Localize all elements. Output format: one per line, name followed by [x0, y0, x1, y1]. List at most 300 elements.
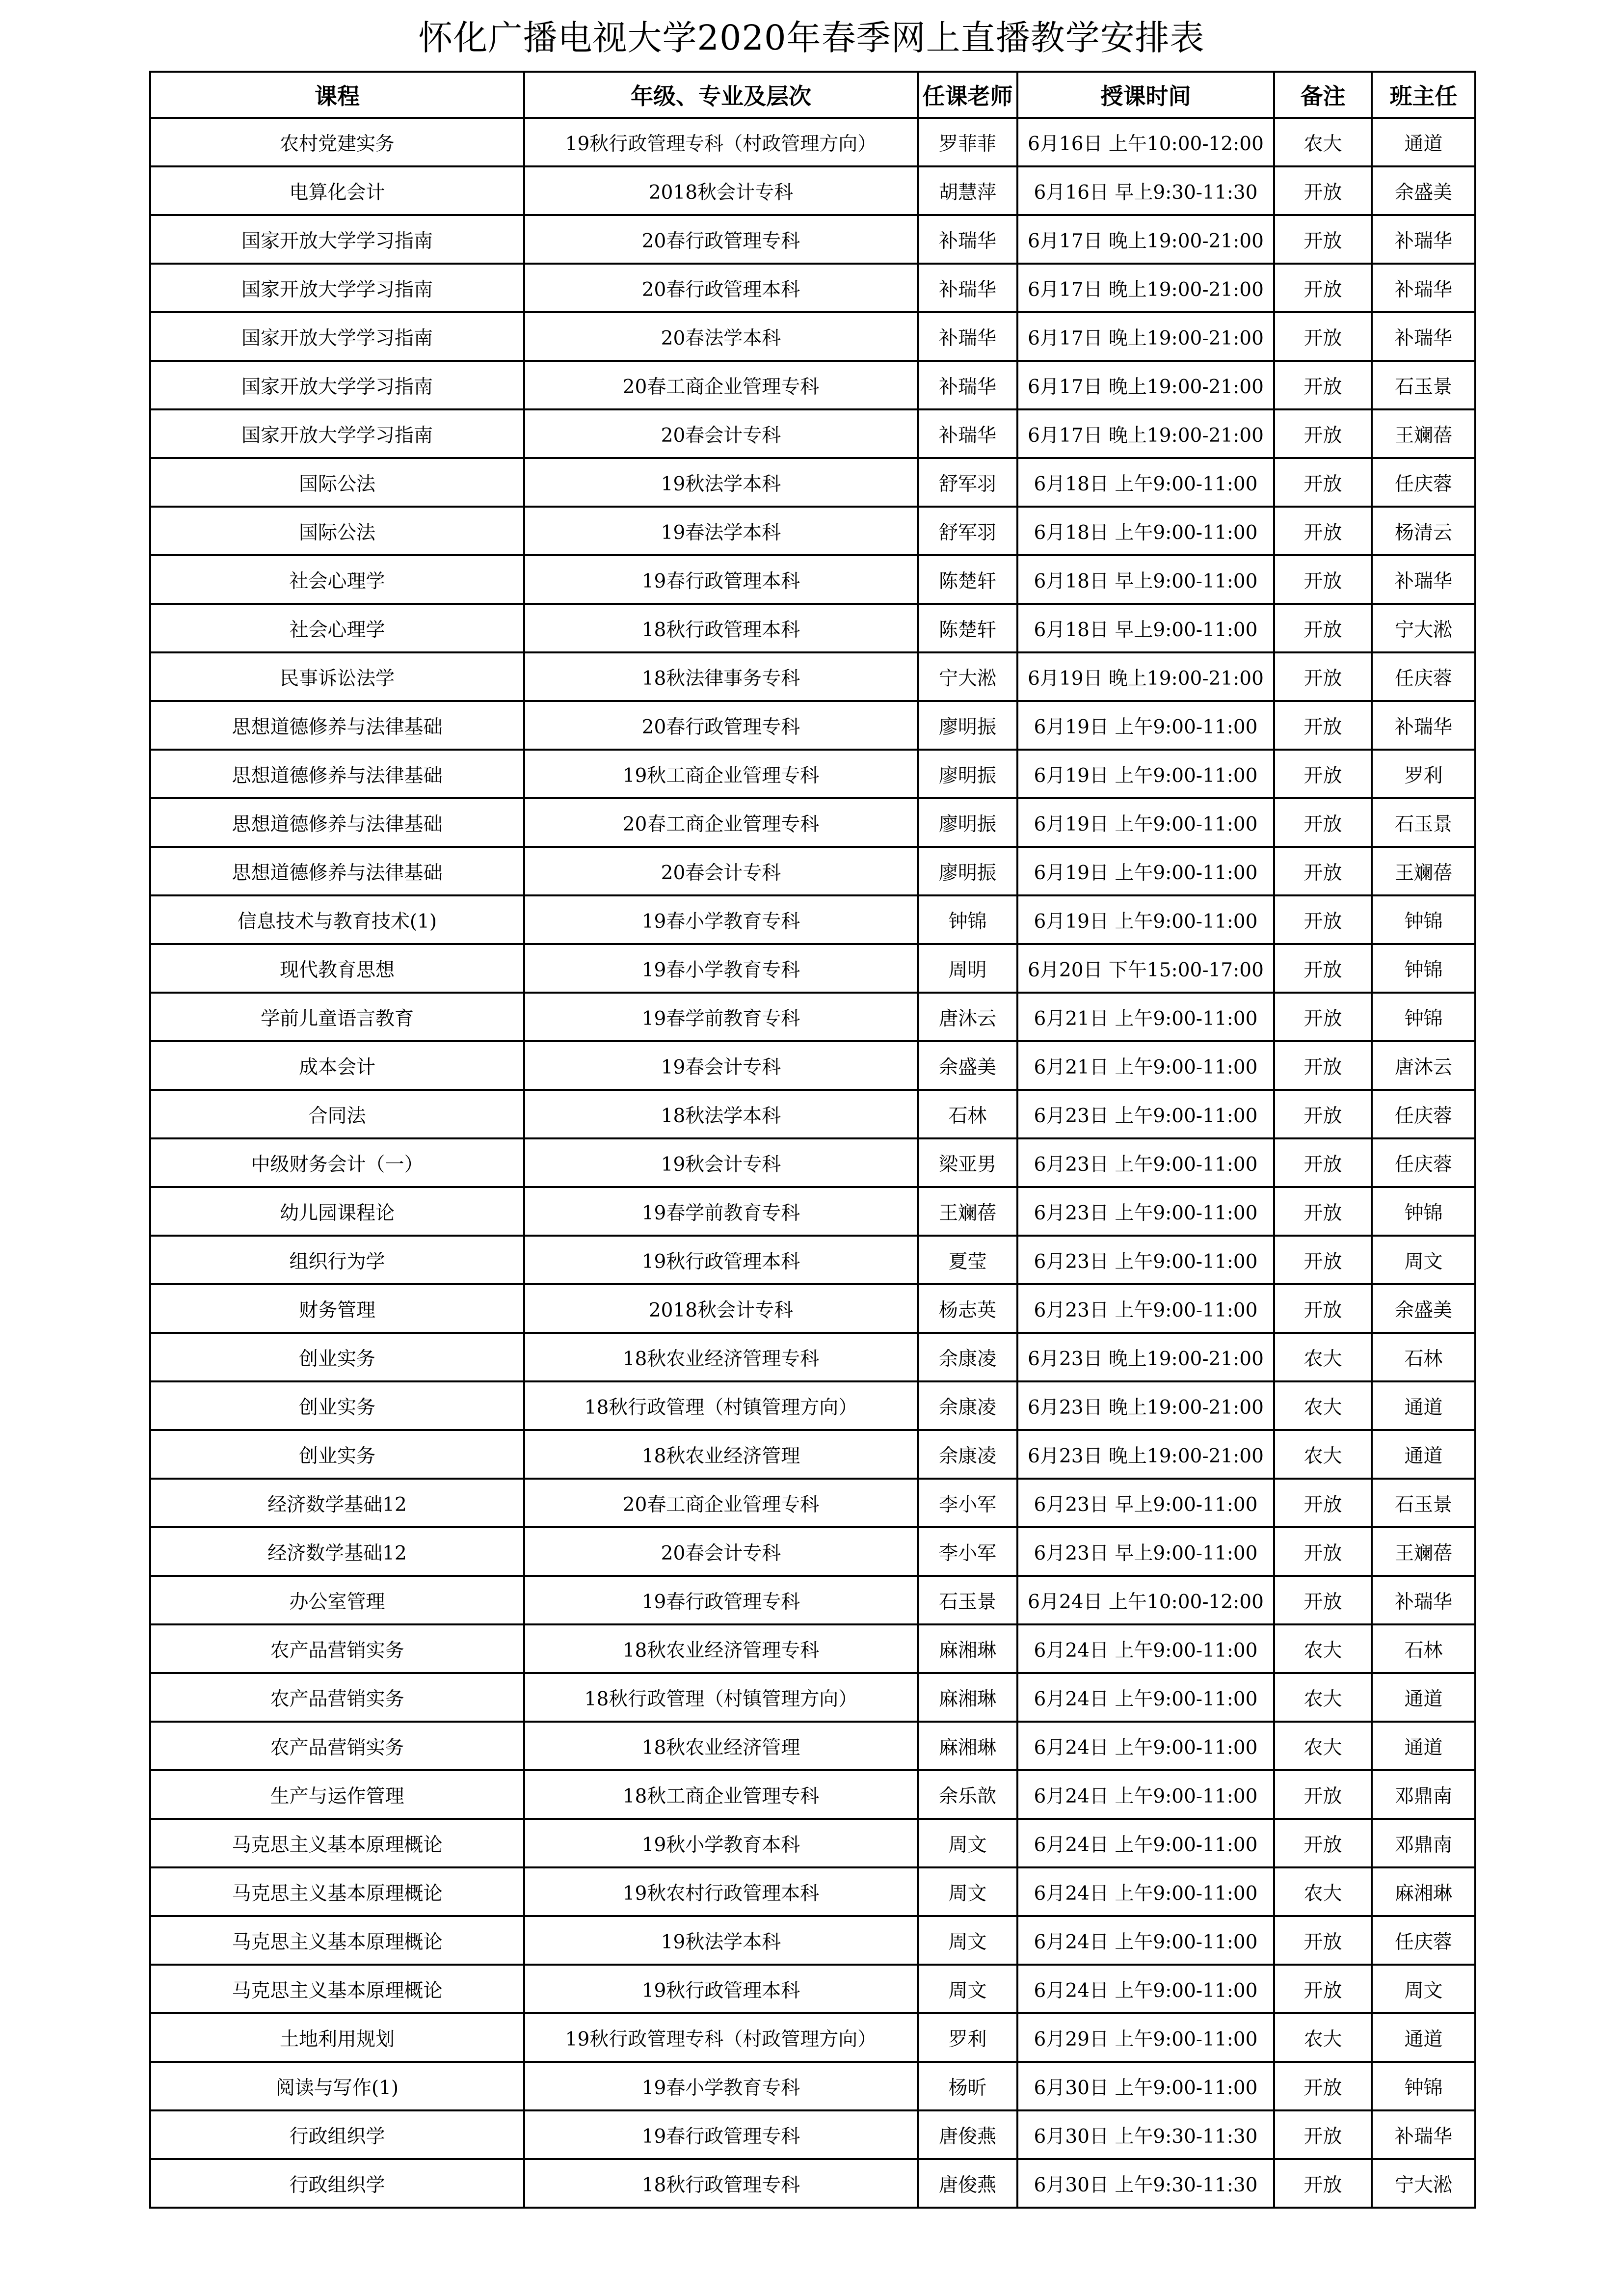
- cell-teacher: 杨昕: [918, 2062, 1017, 2110]
- cell-grade-major-level: 18秋行政管理（村镇管理方向）: [524, 1673, 918, 1722]
- header-course: 课程: [150, 72, 524, 118]
- cell-time: 6月19日 上午9:00-11:00: [1017, 701, 1274, 750]
- cell-class-teacher: 邓鼎南: [1372, 1819, 1475, 1867]
- cell-grade-major-level: 20春行政管理本科: [524, 264, 918, 312]
- table-row: [150, 798, 1475, 847]
- cell-class-teacher: 周文: [1372, 1236, 1475, 1284]
- cell-teacher: 补瑞华: [918, 361, 1017, 409]
- cell-teacher: 石林: [918, 1090, 1017, 1138]
- cell-remark: 开放: [1274, 264, 1372, 312]
- cell-teacher: 李小军: [918, 1479, 1017, 1527]
- cell-teacher: 周文: [918, 1965, 1017, 2013]
- cell-class-teacher: 补瑞华: [1372, 215, 1475, 264]
- table-row: [150, 264, 1475, 312]
- cell-grade-major-level: 19春小学教育专科: [524, 2062, 918, 2110]
- cell-grade-major-level: 18秋农业经济管理: [524, 1430, 918, 1479]
- cell-course: 国际公法: [150, 507, 524, 555]
- cell-course: 马克思主义基本原理概论: [150, 1916, 524, 1965]
- cell-course: 创业实务: [150, 1430, 524, 1479]
- cell-class-teacher: 补瑞华: [1372, 2110, 1475, 2159]
- cell-course: 创业实务: [150, 1333, 524, 1381]
- cell-course: 民事诉讼法学: [150, 652, 524, 701]
- cell-time: 6月30日 上午9:30-11:30: [1017, 2110, 1274, 2159]
- cell-class-teacher: 通道: [1372, 2013, 1475, 2062]
- cell-remark: 开放: [1274, 1479, 1372, 1527]
- cell-remark: 开放: [1274, 507, 1372, 555]
- table-row: [150, 215, 1475, 264]
- cell-remark: 开放: [1274, 1090, 1372, 1138]
- cell-time: 6月23日 晚上19:00-21:00: [1017, 1430, 1274, 1479]
- cell-class-teacher: 余盛美: [1372, 166, 1475, 215]
- cell-teacher: 余康凌: [918, 1430, 1017, 1479]
- cell-class-teacher: 杨清云: [1372, 507, 1475, 555]
- cell-time: 6月24日 上午9:00-11:00: [1017, 1624, 1274, 1673]
- table-row: [150, 993, 1475, 1041]
- cell-teacher: 余盛美: [918, 1041, 1017, 1090]
- table-row: [150, 1187, 1475, 1236]
- cell-grade-major-level: 20春工商企业管理专科: [524, 798, 918, 847]
- cell-remark: 开放: [1274, 1770, 1372, 1819]
- table-row: [150, 1770, 1475, 1819]
- cell-class-teacher: 通道: [1372, 1722, 1475, 1770]
- cell-time: 6月21日 上午9:00-11:00: [1017, 993, 1274, 1041]
- cell-class-teacher: 宁大淞: [1372, 2159, 1475, 2208]
- cell-time: 6月19日 上午9:00-11:00: [1017, 798, 1274, 847]
- cell-course: 农产品营销实务: [150, 1673, 524, 1722]
- table-body: [150, 118, 1475, 2208]
- cell-course: 农产品营销实务: [150, 1722, 524, 1770]
- cell-grade-major-level: 19秋行政管理专科（村政管理方向）: [524, 2013, 918, 2062]
- table-row: [150, 118, 1475, 166]
- cell-time: 6月23日 早上9:00-11:00: [1017, 1479, 1274, 1527]
- cell-time: 6月24日 上午9:00-11:00: [1017, 1722, 1274, 1770]
- cell-time: 6月21日 上午9:00-11:00: [1017, 1041, 1274, 1090]
- cell-course: 经济数学基础12: [150, 1527, 524, 1576]
- cell-time: 6月17日 晚上19:00-21:00: [1017, 215, 1274, 264]
- cell-time: 6月19日 上午9:00-11:00: [1017, 895, 1274, 944]
- cell-class-teacher: 石玉景: [1372, 361, 1475, 409]
- cell-teacher: 补瑞华: [918, 312, 1017, 361]
- table-row: [150, 555, 1475, 604]
- cell-grade-major-level: 19秋会计专科: [524, 1138, 918, 1187]
- cell-grade-major-level: 20春会计专科: [524, 847, 918, 895]
- cell-remark: 开放: [1274, 1284, 1372, 1333]
- cell-class-teacher: 钟锦: [1372, 944, 1475, 993]
- table-row: [150, 1284, 1475, 1333]
- cell-remark: 开放: [1274, 409, 1372, 458]
- cell-grade-major-level: 19秋行政管理专科（村政管理方向）: [524, 118, 918, 166]
- cell-remark: 农大: [1274, 1673, 1372, 1722]
- cell-remark: 开放: [1274, 652, 1372, 701]
- cell-course: 电算化会计: [150, 166, 524, 215]
- cell-remark: 开放: [1274, 312, 1372, 361]
- table-row: [150, 652, 1475, 701]
- table-row: [150, 1430, 1475, 1479]
- cell-remark: 农大: [1274, 1624, 1372, 1673]
- cell-teacher: 石玉景: [918, 1576, 1017, 1624]
- cell-course: 成本会计: [150, 1041, 524, 1090]
- cell-remark: 农大: [1274, 1430, 1372, 1479]
- table-row: [150, 1819, 1475, 1867]
- cell-remark: 开放: [1274, 1138, 1372, 1187]
- cell-class-teacher: 麻湘琳: [1372, 1867, 1475, 1916]
- cell-course: 思想道德修养与法律基础: [150, 847, 524, 895]
- cell-course: 马克思主义基本原理概论: [150, 1965, 524, 2013]
- cell-grade-major-level: 19春行政管理专科: [524, 1576, 918, 1624]
- header-remark: 备注: [1274, 72, 1372, 118]
- cell-teacher: 李小军: [918, 1527, 1017, 1576]
- cell-grade-major-level: 2018秋会计专科: [524, 166, 918, 215]
- cell-teacher: 廖明振: [918, 701, 1017, 750]
- cell-teacher: 周文: [918, 1819, 1017, 1867]
- cell-remark: 开放: [1274, 1576, 1372, 1624]
- cell-grade-major-level: 20春会计专科: [524, 1527, 918, 1576]
- cell-teacher: 唐沐云: [918, 993, 1017, 1041]
- cell-course: 农产品营销实务: [150, 1624, 524, 1673]
- cell-course: 土地利用规划: [150, 2013, 524, 2062]
- cell-remark: 开放: [1274, 993, 1372, 1041]
- cell-remark: 农大: [1274, 1722, 1372, 1770]
- cell-course: 行政组织学: [150, 2159, 524, 2208]
- table-row: [150, 2110, 1475, 2159]
- cell-time: 6月30日 上午9:30-11:30: [1017, 2159, 1274, 2208]
- cell-teacher: 周文: [918, 1916, 1017, 1965]
- table-row: [150, 1576, 1475, 1624]
- cell-class-teacher: 王斓蓓: [1372, 847, 1475, 895]
- cell-time: 6月30日 上午9:00-11:00: [1017, 2062, 1274, 2110]
- cell-grade-major-level: 20春会计专科: [524, 409, 918, 458]
- cell-class-teacher: 任庆蓉: [1372, 1916, 1475, 1965]
- cell-grade-major-level: 19春小学教育专科: [524, 944, 918, 993]
- header-time: 授课时间: [1017, 72, 1274, 118]
- table-row: [150, 312, 1475, 361]
- cell-teacher: 补瑞华: [918, 215, 1017, 264]
- cell-time: 6月23日 上午9:00-11:00: [1017, 1236, 1274, 1284]
- cell-grade-major-level: 19春会计专科: [524, 1041, 918, 1090]
- cell-grade-major-level: 19秋法学本科: [524, 1916, 918, 1965]
- cell-teacher: 王斓蓓: [918, 1187, 1017, 1236]
- cell-teacher: 麻湘琳: [918, 1624, 1017, 1673]
- cell-course: 组织行为学: [150, 1236, 524, 1284]
- cell-class-teacher: 王斓蓓: [1372, 409, 1475, 458]
- cell-course: 思想道德修养与法律基础: [150, 750, 524, 798]
- cell-course: 国家开放大学学习指南: [150, 215, 524, 264]
- cell-time: 6月23日 上午9:00-11:00: [1017, 1284, 1274, 1333]
- cell-course: 学前儿童语言教育: [150, 993, 524, 1041]
- cell-time: 6月24日 上午9:00-11:00: [1017, 1770, 1274, 1819]
- cell-teacher: 钟锦: [918, 895, 1017, 944]
- cell-class-teacher: 通道: [1372, 1673, 1475, 1722]
- cell-teacher: 舒军羽: [918, 507, 1017, 555]
- cell-grade-major-level: 20春工商企业管理专科: [524, 1479, 918, 1527]
- cell-course: 幼儿园课程论: [150, 1187, 524, 1236]
- schedule-table: [149, 71, 1476, 2209]
- cell-class-teacher: 补瑞华: [1372, 312, 1475, 361]
- cell-class-teacher: 补瑞华: [1372, 555, 1475, 604]
- cell-teacher: 余康凌: [918, 1381, 1017, 1430]
- cell-class-teacher: 石玉景: [1372, 798, 1475, 847]
- cell-class-teacher: 钟锦: [1372, 993, 1475, 1041]
- cell-class-teacher: 钟锦: [1372, 2062, 1475, 2110]
- cell-course: 社会心理学: [150, 604, 524, 652]
- cell-remark: 开放: [1274, 166, 1372, 215]
- cell-time: 6月24日 上午9:00-11:00: [1017, 1867, 1274, 1916]
- table-row: [150, 458, 1475, 507]
- cell-remark: 农大: [1274, 1333, 1372, 1381]
- cell-remark: 开放: [1274, 895, 1372, 944]
- cell-remark: 开放: [1274, 458, 1372, 507]
- cell-teacher: 罗菲菲: [918, 118, 1017, 166]
- cell-teacher: 余乐歆: [918, 1770, 1017, 1819]
- cell-time: 6月20日 下午15:00-17:00: [1017, 944, 1274, 993]
- cell-remark: 开放: [1274, 215, 1372, 264]
- table-row: [150, 1138, 1475, 1187]
- cell-remark: 开放: [1274, 555, 1372, 604]
- cell-remark: 农大: [1274, 1867, 1372, 1916]
- cell-grade-major-level: 18秋法学本科: [524, 1090, 918, 1138]
- cell-course: 财务管理: [150, 1284, 524, 1333]
- cell-time: 6月18日 早上9:00-11:00: [1017, 555, 1274, 604]
- cell-time: 6月23日 上午9:00-11:00: [1017, 1138, 1274, 1187]
- cell-remark: 开放: [1274, 604, 1372, 652]
- page-title: 怀化广播电视大学2020年春季网上直播教学安排表: [418, 18, 1205, 58]
- cell-class-teacher: 石林: [1372, 1333, 1475, 1381]
- cell-grade-major-level: 20春行政管理专科: [524, 701, 918, 750]
- cell-time: 6月18日 上午9:00-11:00: [1017, 458, 1274, 507]
- header-grade-major-level: 年级、专业及层次: [524, 72, 918, 118]
- cell-course: 思想道德修养与法律基础: [150, 798, 524, 847]
- cell-course: 办公室管理: [150, 1576, 524, 1624]
- cell-class-teacher: 石玉景: [1372, 1479, 1475, 1527]
- cell-time: 6月24日 上午10:00-12:00: [1017, 1576, 1274, 1624]
- cell-teacher: 补瑞华: [918, 409, 1017, 458]
- table-row: [150, 604, 1475, 652]
- cell-course: 国家开放大学学习指南: [150, 361, 524, 409]
- cell-grade-major-level: 19秋法学本科: [524, 458, 918, 507]
- cell-class-teacher: 石林: [1372, 1624, 1475, 1673]
- table-row: [150, 1236, 1475, 1284]
- cell-grade-major-level: 19秋工商企业管理专科: [524, 750, 918, 798]
- cell-course: 农村党建实务: [150, 118, 524, 166]
- cell-time: 6月24日 上午9:00-11:00: [1017, 1673, 1274, 1722]
- cell-teacher: 廖明振: [918, 750, 1017, 798]
- cell-remark: 开放: [1274, 1236, 1372, 1284]
- cell-remark: 开放: [1274, 1041, 1372, 1090]
- cell-class-teacher: 邓鼎南: [1372, 1770, 1475, 1819]
- cell-class-teacher: 通道: [1372, 1430, 1475, 1479]
- cell-class-teacher: 余盛美: [1372, 1284, 1475, 1333]
- header-teacher: 任课老师: [918, 72, 1017, 118]
- table-row: [150, 409, 1475, 458]
- cell-remark: 开放: [1274, 847, 1372, 895]
- cell-teacher: 廖明振: [918, 847, 1017, 895]
- cell-time: 6月19日 上午9:00-11:00: [1017, 750, 1274, 798]
- cell-grade-major-level: 19春学前教育专科: [524, 993, 918, 1041]
- cell-grade-major-level: 18秋法律事务专科: [524, 652, 918, 701]
- cell-grade-major-level: 18秋农业经济管理专科: [524, 1333, 918, 1381]
- cell-time: 6月18日 上午9:00-11:00: [1017, 507, 1274, 555]
- header-class-teacher: 班主任: [1372, 72, 1475, 118]
- table-row: [150, 1041, 1475, 1090]
- cell-remark: 开放: [1274, 750, 1372, 798]
- cell-time: 6月23日 上午9:00-11:00: [1017, 1187, 1274, 1236]
- cell-remark: 农大: [1274, 2013, 1372, 2062]
- cell-class-teacher: 补瑞华: [1372, 701, 1475, 750]
- cell-time: 6月19日 晚上19:00-21:00: [1017, 652, 1274, 701]
- cell-class-teacher: 王斓蓓: [1372, 1527, 1475, 1576]
- table-row: [150, 507, 1475, 555]
- cell-class-teacher: 任庆蓉: [1372, 458, 1475, 507]
- table-row: [150, 1624, 1475, 1673]
- cell-time: 6月24日 上午9:00-11:00: [1017, 1819, 1274, 1867]
- cell-teacher: 陈楚轩: [918, 555, 1017, 604]
- table-row: [150, 750, 1475, 798]
- cell-time: 6月23日 上午9:00-11:00: [1017, 1090, 1274, 1138]
- table-row: [150, 1965, 1475, 2013]
- cell-grade-major-level: 18秋农业经济管理: [524, 1722, 918, 1770]
- table-row: [150, 1722, 1475, 1770]
- cell-teacher: 补瑞华: [918, 264, 1017, 312]
- cell-remark: 开放: [1274, 2159, 1372, 2208]
- cell-grade-major-level: 18秋行政管理（村镇管理方向）: [524, 1381, 918, 1430]
- cell-class-teacher: 补瑞华: [1372, 1576, 1475, 1624]
- cell-course: 创业实务: [150, 1381, 524, 1430]
- cell-teacher: 罗利: [918, 2013, 1017, 2062]
- cell-teacher: 宁大淞: [918, 652, 1017, 701]
- cell-course: 国家开放大学学习指南: [150, 264, 524, 312]
- cell-remark: 开放: [1274, 1819, 1372, 1867]
- cell-class-teacher: 通道: [1372, 118, 1475, 166]
- cell-class-teacher: 通道: [1372, 1381, 1475, 1430]
- cell-time: 6月23日 晚上19:00-21:00: [1017, 1381, 1274, 1430]
- cell-time: 6月19日 上午9:00-11:00: [1017, 847, 1274, 895]
- cell-grade-major-level: 19春行政管理专科: [524, 2110, 918, 2159]
- table-row: [150, 1527, 1475, 1576]
- cell-teacher: 周文: [918, 1867, 1017, 1916]
- cell-time: 6月17日 晚上19:00-21:00: [1017, 312, 1274, 361]
- cell-class-teacher: 钟锦: [1372, 1187, 1475, 1236]
- cell-remark: 开放: [1274, 701, 1372, 750]
- table-row: [150, 361, 1475, 409]
- cell-remark: 开放: [1274, 1187, 1372, 1236]
- cell-grade-major-level: 19秋农村行政管理本科: [524, 1867, 918, 1916]
- cell-teacher: 唐俊燕: [918, 2110, 1017, 2159]
- cell-grade-major-level: 18秋农业经济管理专科: [524, 1624, 918, 1673]
- table-row: [150, 1867, 1475, 1916]
- cell-grade-major-level: 18秋工商企业管理专科: [524, 1770, 918, 1819]
- cell-course: 国家开放大学学习指南: [150, 312, 524, 361]
- cell-course: 阅读与写作(1): [150, 2062, 524, 2110]
- cell-time: 6月18日 早上9:00-11:00: [1017, 604, 1274, 652]
- cell-teacher: 周明: [918, 944, 1017, 993]
- cell-remark: 开放: [1274, 2062, 1372, 2110]
- cell-class-teacher: 唐沐云: [1372, 1041, 1475, 1090]
- cell-class-teacher: 任庆蓉: [1372, 1138, 1475, 1187]
- cell-teacher: 舒军羽: [918, 458, 1017, 507]
- table-row: [150, 2013, 1475, 2062]
- cell-time: 6月23日 早上9:00-11:00: [1017, 1527, 1274, 1576]
- cell-course: 社会心理学: [150, 555, 524, 604]
- table-row: [150, 847, 1475, 895]
- cell-class-teacher: 钟锦: [1372, 895, 1475, 944]
- cell-course: 国际公法: [150, 458, 524, 507]
- cell-course: 思想道德修养与法律基础: [150, 701, 524, 750]
- table-row: [150, 1090, 1475, 1138]
- cell-course: 现代教育思想: [150, 944, 524, 993]
- cell-class-teacher: 罗利: [1372, 750, 1475, 798]
- cell-grade-major-level: 2018秋会计专科: [524, 1284, 918, 1333]
- cell-remark: 农大: [1274, 118, 1372, 166]
- cell-class-teacher: 宁大淞: [1372, 604, 1475, 652]
- cell-time: 6月16日 上午10:00-12:00: [1017, 118, 1274, 166]
- cell-grade-major-level: 20春工商企业管理专科: [524, 361, 918, 409]
- cell-time: 6月17日 晚上19:00-21:00: [1017, 264, 1274, 312]
- cell-course: 信息技术与教育技术(1): [150, 895, 524, 944]
- table-row: [150, 701, 1475, 750]
- table-row: [150, 1673, 1475, 1722]
- cell-course: 合同法: [150, 1090, 524, 1138]
- table-row: [150, 2062, 1475, 2110]
- cell-class-teacher: 周文: [1372, 1965, 1475, 2013]
- cell-course: 马克思主义基本原理概论: [150, 1819, 524, 1867]
- cell-grade-major-level: 18秋行政管理专科: [524, 2159, 918, 2208]
- cell-teacher: 胡慧萍: [918, 166, 1017, 215]
- cell-class-teacher: 任庆蓉: [1372, 652, 1475, 701]
- cell-remark: 开放: [1274, 1527, 1372, 1576]
- cell-remark: 开放: [1274, 944, 1372, 993]
- cell-time: 6月24日 上午9:00-11:00: [1017, 1965, 1274, 2013]
- cell-course: 经济数学基础12: [150, 1479, 524, 1527]
- cell-remark: 开放: [1274, 2110, 1372, 2159]
- cell-teacher: 唐俊燕: [918, 2159, 1017, 2208]
- cell-teacher: 麻湘琳: [918, 1673, 1017, 1722]
- table-row: [150, 2159, 1475, 2208]
- cell-class-teacher: 任庆蓉: [1372, 1090, 1475, 1138]
- cell-remark: 开放: [1274, 1965, 1372, 2013]
- table-header-row: [150, 72, 1475, 118]
- cell-time: 6月17日 晚上19:00-21:00: [1017, 409, 1274, 458]
- cell-class-teacher: 补瑞华: [1372, 264, 1475, 312]
- cell-remark: 开放: [1274, 361, 1372, 409]
- cell-grade-major-level: 19春法学本科: [524, 507, 918, 555]
- table-row: [150, 1381, 1475, 1430]
- table-row: [150, 895, 1475, 944]
- cell-time: 6月24日 上午9:00-11:00: [1017, 1916, 1274, 1965]
- cell-teacher: 梁亚男: [918, 1138, 1017, 1187]
- table-row: [150, 1333, 1475, 1381]
- cell-time: 6月16日 早上9:30-11:30: [1017, 166, 1274, 215]
- cell-grade-major-level: 19春小学教育专科: [524, 895, 918, 944]
- cell-remark: 开放: [1274, 798, 1372, 847]
- cell-teacher: 麻湘琳: [918, 1722, 1017, 1770]
- cell-teacher: 夏莹: [918, 1236, 1017, 1284]
- table-row: [150, 944, 1475, 993]
- table-row: [150, 166, 1475, 215]
- cell-course: 中级财务会计（一）: [150, 1138, 524, 1187]
- cell-course: 马克思主义基本原理概论: [150, 1867, 524, 1916]
- cell-teacher: 陈楚轩: [918, 604, 1017, 652]
- table-row: [150, 1479, 1475, 1527]
- cell-course: 行政组织学: [150, 2110, 524, 2159]
- cell-grade-major-level: 18秋行政管理本科: [524, 604, 918, 652]
- cell-time: 6月23日 晚上19:00-21:00: [1017, 1333, 1274, 1381]
- cell-teacher: 杨志英: [918, 1284, 1017, 1333]
- cell-time: 6月17日 晚上19:00-21:00: [1017, 361, 1274, 409]
- cell-grade-major-level: 19秋行政管理本科: [524, 1965, 918, 2013]
- cell-course: 国家开放大学学习指南: [150, 409, 524, 458]
- table-row: [150, 1916, 1475, 1965]
- cell-time: 6月29日 上午9:00-11:00: [1017, 2013, 1274, 2062]
